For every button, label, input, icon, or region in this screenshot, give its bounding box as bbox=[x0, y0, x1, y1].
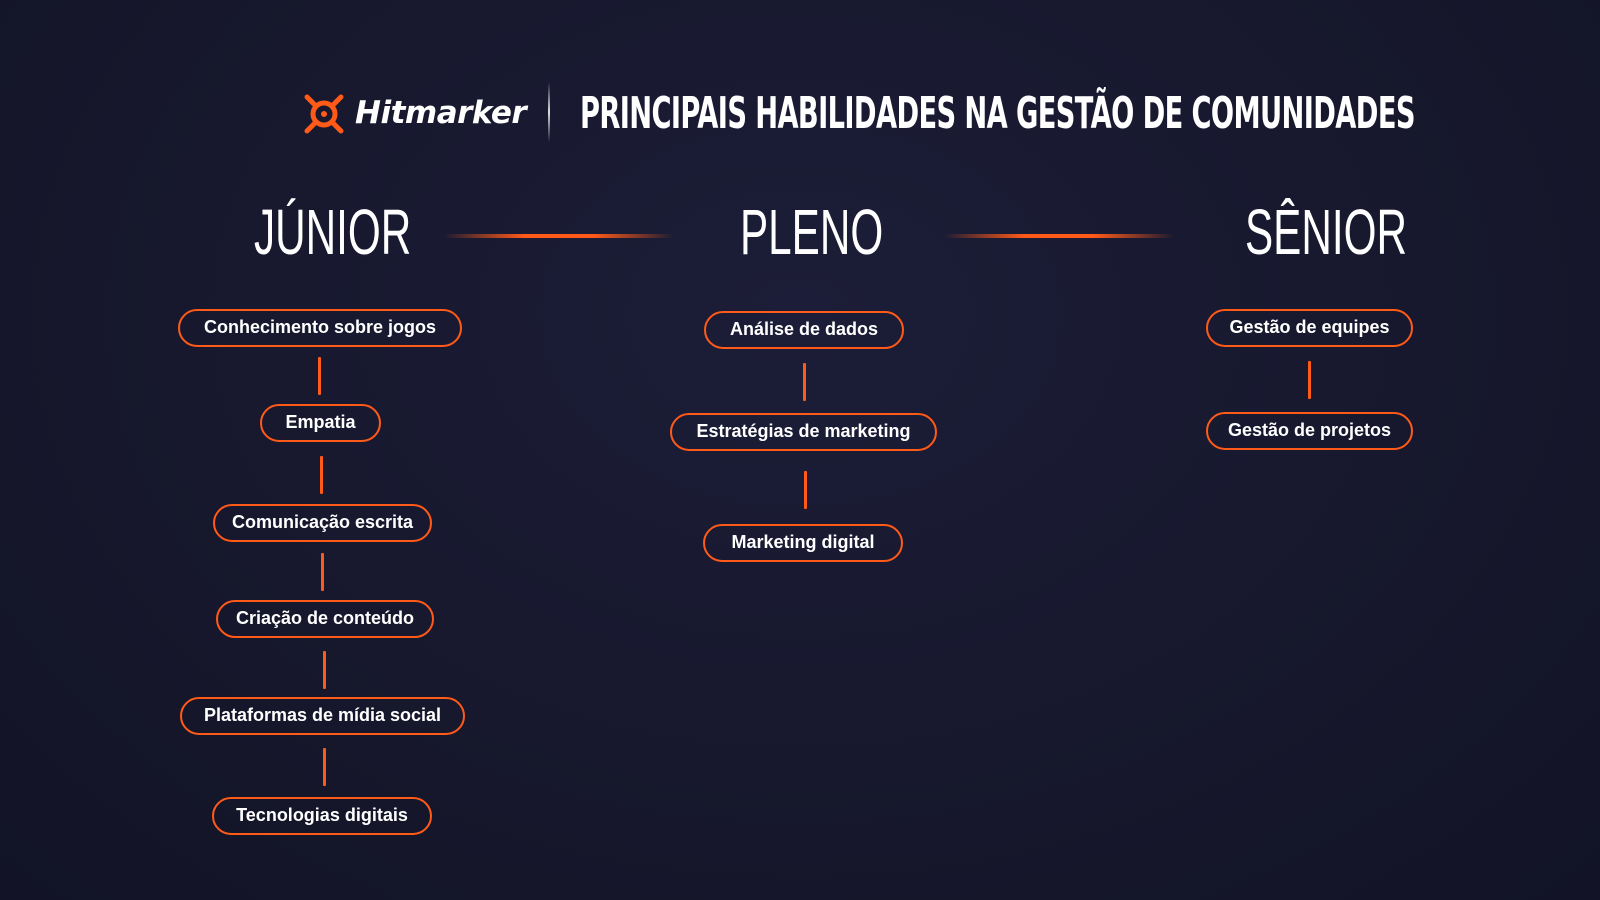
page-title: PRINCIPAIS HABILIDADES NA GESTÃO DE COMUNIDADES bbox=[580, 88, 1415, 139]
header-divider bbox=[548, 82, 550, 142]
skill-node: Tecnologias digitais bbox=[212, 797, 432, 835]
skill-node: Gestão de projetos bbox=[1206, 412, 1413, 450]
skill-node: Plataformas de mídia social bbox=[180, 697, 465, 735]
skill-node: Gestão de equipes bbox=[1206, 309, 1413, 347]
level-connector bbox=[944, 234, 1174, 238]
skill-node: Estratégias de marketing bbox=[670, 413, 937, 451]
level-title-senior: SÊNIOR bbox=[1245, 196, 1407, 268]
skill-connector bbox=[804, 471, 807, 509]
skill-connector bbox=[323, 748, 326, 786]
hitmarker-logo-icon bbox=[302, 92, 346, 136]
header bbox=[0, 78, 1600, 148]
skill-node: Comunicação escrita bbox=[213, 504, 432, 542]
level-title-junior: JÚNIOR bbox=[254, 196, 412, 268]
skill-node: Empatia bbox=[260, 404, 381, 442]
brand-name: Hitmarker bbox=[355, 95, 527, 131]
skill-node: Criação de conteúdo bbox=[216, 600, 434, 638]
skill-connector bbox=[323, 651, 326, 689]
skill-connector bbox=[318, 357, 321, 395]
skill-node: Marketing digital bbox=[703, 524, 903, 562]
skill-connector bbox=[803, 363, 806, 401]
level-connector bbox=[444, 234, 674, 238]
skill-node: Conhecimento sobre jogos bbox=[178, 309, 462, 347]
skill-connector bbox=[1308, 361, 1311, 399]
level-title-pleno: PLENO bbox=[740, 196, 884, 268]
skill-connector bbox=[320, 456, 323, 494]
skill-connector bbox=[321, 553, 324, 591]
skill-node: Análise de dados bbox=[704, 311, 904, 349]
